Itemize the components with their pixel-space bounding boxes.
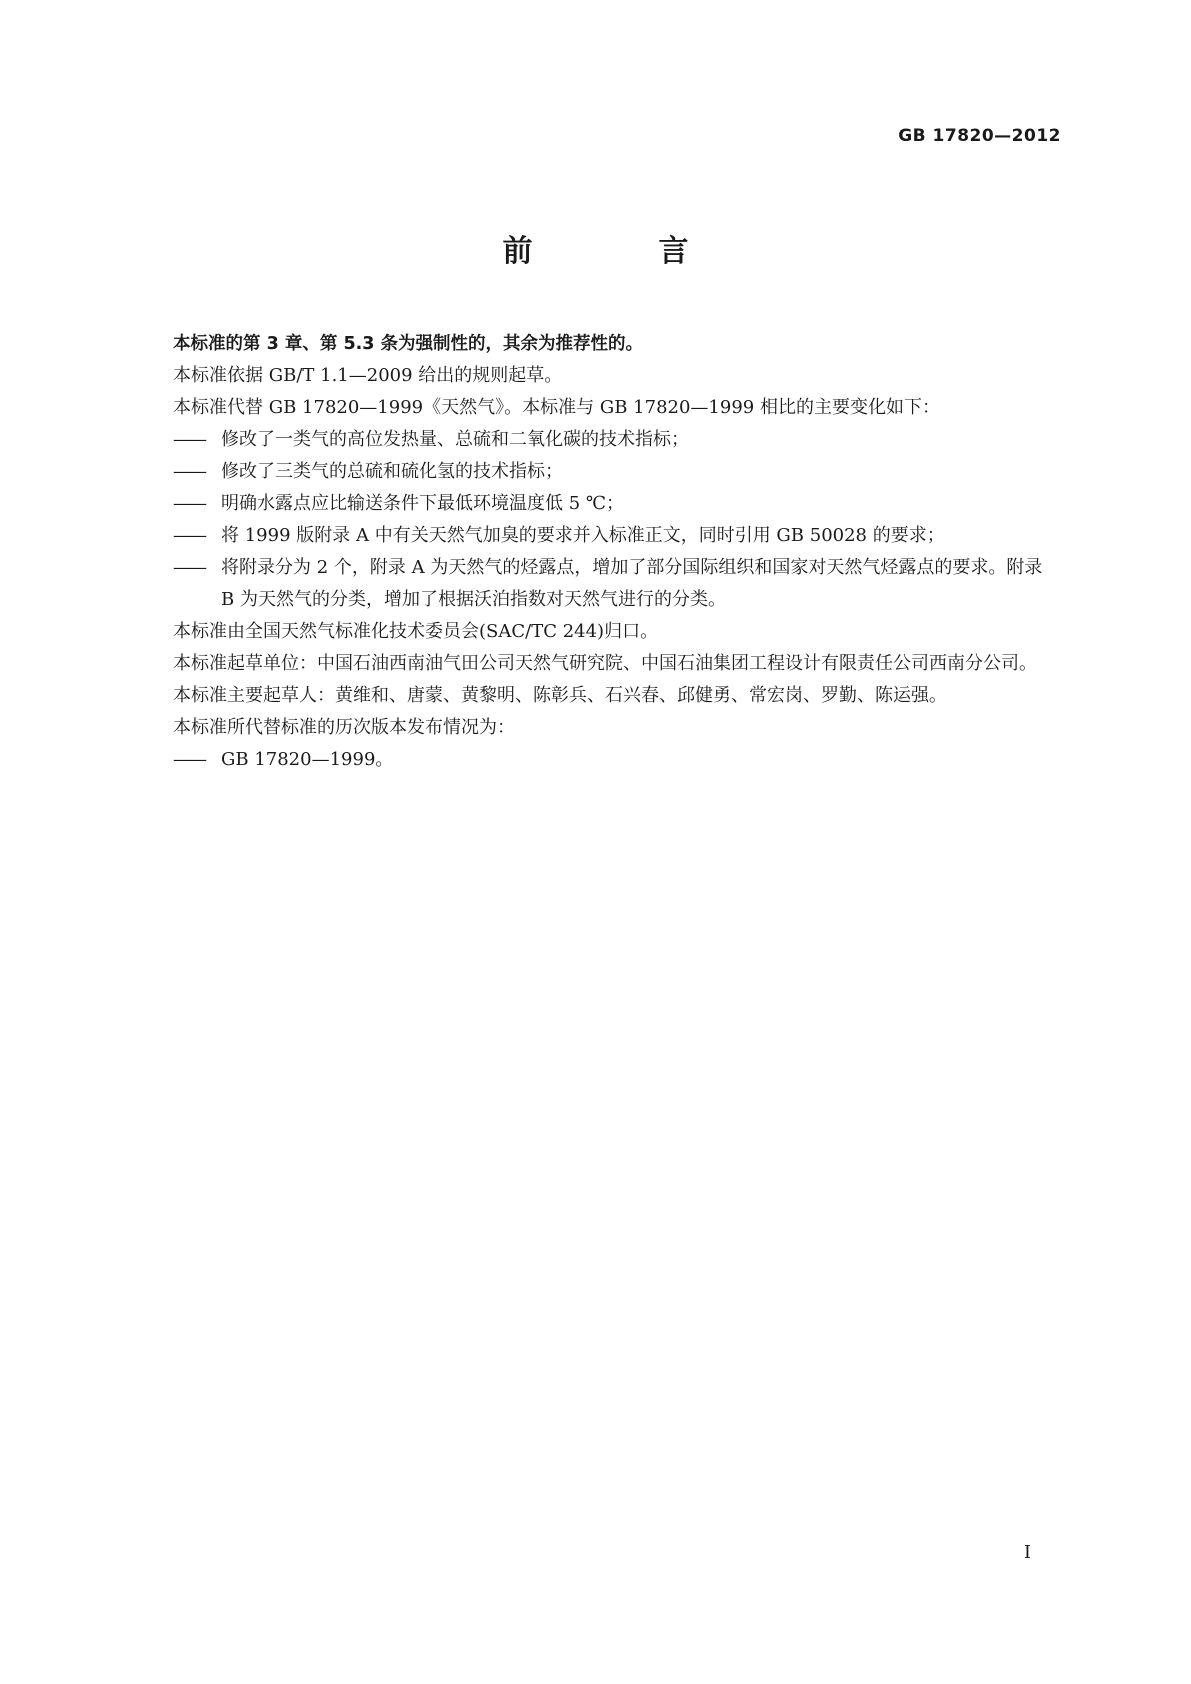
change-item-text: 修改了一类气的高位发热量、总硫和二氧化碳的技术指标； (221, 429, 689, 450)
history-item (137, 744, 1057, 776)
change-item (137, 424, 1057, 456)
change-item (137, 520, 1057, 552)
replaces-paragraph: 本标准代替 GB 17820—1999《天然气》。本标准与 GB 17820—1999 相比的主要变化如下： (173, 397, 940, 418)
history-intro-paragraph: 本标准所代替标准的历次版本发布情况为： (173, 717, 515, 738)
change-item (137, 456, 1057, 488)
list-dash: —— (173, 461, 205, 482)
mandatory-statement: 本标准的第 3 章、第 5.3 条为强制性的，其余为推荐性的。 (173, 334, 644, 354)
change-item (137, 552, 1057, 616)
foreword-body (137, 328, 1057, 776)
page-number: I (1023, 1542, 1031, 1563)
committee-paragraph: 本标准由全国天然气标准化技术委员会(SAC/TC 244)归口。 (173, 621, 659, 642)
drafters-paragraph: 本标准主要起草人：黄维和、唐蒙、黄黎明、陈彰兵、石兴春、邱健勇、常宏岗、罗勤、陈运强。 (173, 685, 947, 706)
change-item-text: 将 1999 版附录 A 中有关天然气加臭的要求并入标准正文，同时引用 GB 50028 的要求； (221, 525, 945, 546)
page-title: 前 言 (502, 234, 737, 269)
change-item-text: 将附录分为 2 个，附录 A 为天然气的烃露点，增加了部分国际组织和国家对天然气烃露点的要求。附录 B 为天然气的分类，增加了根据沃泊指数对天然气进行的分类。 (221, 557, 1043, 610)
drafting-units-paragraph: 本标准起草单位：中国石油西南油气田公司天然气研究院、中国石油集团工程设计有限责任公司西南分公司。 (173, 653, 1037, 674)
standard-code: GB 17820—2012 (898, 126, 1061, 146)
list-dash: —— (173, 493, 205, 514)
change-item-text: 修改了三类气的总硫和硫化氢的技术指标； (221, 461, 563, 482)
change-item-text: 明确水露点应比输送条件下最低环境温度低 5 ℃； (221, 493, 625, 514)
change-item (137, 488, 1057, 520)
list-dash: —— (173, 525, 205, 546)
history-item-text: GB 17820—1999。 (221, 749, 394, 770)
list-dash: —— (173, 557, 205, 578)
drafting-rule-paragraph: 本标准依据 GB/T 1.1—2009 给出的规则起草。 (173, 365, 563, 386)
list-dash: —— (173, 749, 205, 770)
list-dash: —— (173, 429, 205, 450)
